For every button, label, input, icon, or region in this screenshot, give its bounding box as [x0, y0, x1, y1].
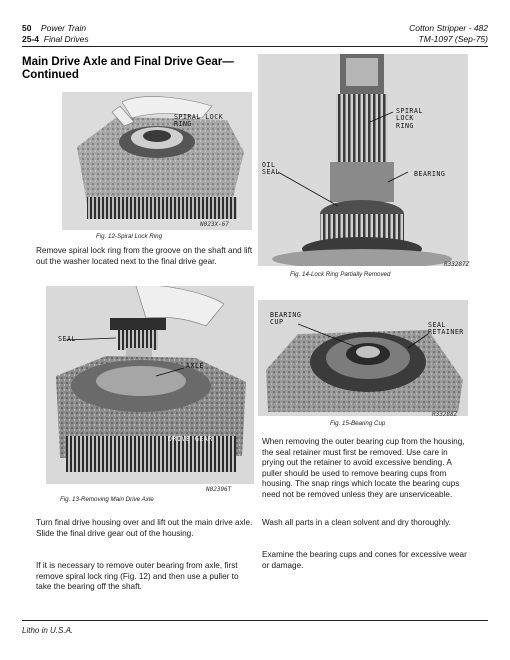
section-title: Power Train	[40, 23, 87, 33]
header-right	[409, 23, 488, 45]
footer-rule	[22, 620, 488, 621]
spiral-lock-ring-illustration	[62, 92, 252, 230]
figure-15-caption: Fig. 15-Bearing Cup	[330, 420, 386, 427]
subsection-title: Final Drives	[43, 34, 89, 44]
label-seal-retainer: SEAL RETAINER	[428, 321, 464, 337]
paragraph-6: Examine the bearing cups and cones for excessive wear or damage.	[262, 550, 467, 570]
page-title	[22, 56, 252, 82]
footer-litho: Litho in U.S.A.	[22, 626, 74, 635]
book-code: TM-1097 (Sep-75)	[418, 34, 488, 44]
figure-13-photo	[46, 286, 254, 484]
figure-14-photo	[258, 54, 468, 266]
figure-14-caption: Fig. 14-Lock Ring Partially Removed	[290, 271, 391, 278]
paragraph-5: Wash all parts in a clean solvent and dry thoroughly.	[262, 518, 451, 527]
main-drive-axle-illustration	[46, 286, 254, 484]
book-title: Cotton Stripper - 482	[409, 23, 488, 33]
section-number: 25-4	[22, 34, 40, 44]
title-line-1: Main Drive Axle and Final Drive Gear—	[22, 56, 234, 68]
label-bearing-cup: BEARING CUP	[270, 311, 302, 327]
header-rule	[22, 46, 488, 47]
paragraph-4: When removing the outer bearing cup from the housing, the seal retainer must first be removed. Use care in prying out the retainer to avoid excessive bending. A puller should be used to remove bearing cups from housing. The snap rings which locate the bearing cups need not be removed unless they are unserviceable.	[262, 437, 465, 499]
figure-13-caption: Fig. 13-Removing Main Drive Axle	[60, 496, 154, 503]
title-line-2: Continued	[22, 69, 79, 81]
figure-12-photo	[62, 92, 252, 230]
figure-12-caption: Fig. 12-Spiral Lock Ring	[96, 233, 163, 240]
label-axle: AXLE	[186, 362, 204, 370]
figure-13-code: N02396T	[206, 486, 232, 493]
lock-ring-bearing-illustration	[258, 54, 468, 266]
figure-15-code: R33288Z	[432, 411, 458, 418]
page-number: 50	[22, 23, 32, 33]
header-left	[22, 23, 89, 45]
figure-12-code: N023X-67	[200, 221, 229, 228]
paragraph-1: Remove spiral lock ring from the groove on the shaft and lift out the washer located next to the final drive gear.	[36, 246, 253, 266]
label-oil-seal: OIL SEAL	[262, 161, 280, 177]
label-spiral-lock-ring: SPIRAL LOCK RING	[174, 113, 224, 129]
paragraph-2: Turn final drive housing over and lift out the main drive axle. Slide the final drive gear out of the housing.	[36, 518, 253, 538]
label-bearing: BEARING	[414, 170, 446, 178]
paragraph-3: If it is necessary to remove outer bearing from axle, first remove spiral lock ring (Fig. 12) and then use a puller to take the bearing off the shaft.	[36, 561, 239, 592]
figure-14-code: R33287Z	[444, 261, 470, 268]
label-drive-gear: DRIVE GEAR	[168, 435, 213, 443]
label-spiral-lock-ring-fig14: SPIRAL LOCK RING	[396, 107, 423, 130]
label-seal: SEAL	[58, 335, 76, 343]
